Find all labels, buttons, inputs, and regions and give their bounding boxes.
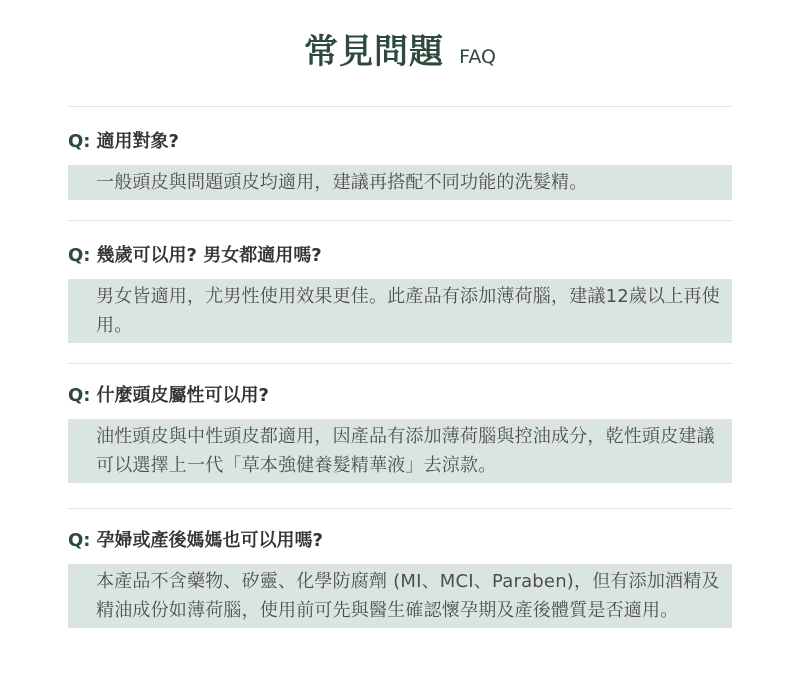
question-text: 幾歲可以用? 男女都適用嗎? (96, 245, 322, 266)
page-title: 常見問題 (304, 32, 445, 72)
divider (68, 508, 732, 509)
question-text: 什麼頭皮屬性可以用? (96, 385, 269, 406)
faq-answer: 一般頭皮與問題頭皮均適用，建議再搭配不同功能的洗髮精。 (68, 165, 732, 200)
faq-question (68, 243, 732, 269)
faq-answer: 男女皆適用，尤男性使用效果更佳。此產品有添加薄荷腦，建議12歲以上再使用。 (68, 279, 732, 343)
question-prefix: Q: (68, 131, 91, 152)
question-text: 適用對象? (96, 131, 179, 152)
faq-item (68, 528, 732, 628)
divider (68, 106, 732, 107)
faq-item (68, 129, 732, 200)
faq-answer: 本產品不含藥物、矽靈、化學防腐劑 (MI、MCI、Paraben)，但有添加酒精及精油成份如薄荷腦，使用前可先與醫生確認懷孕期及產後體質是否適用。 (68, 564, 732, 628)
question-prefix: Q: (68, 385, 91, 406)
faq-question (68, 129, 732, 155)
faq-item (68, 243, 732, 343)
question-prefix: Q: (68, 530, 91, 551)
faq-answer: 油性頭皮與中性頭皮都適用，因產品有添加薄荷腦與控油成分，乾性頭皮建議可以選擇上一代「草本強健養髮精華液」去涼款。 (68, 419, 732, 483)
question-text: 孕婦或產後媽媽也可以用嗎? (96, 530, 323, 551)
page-header (0, 24, 800, 73)
divider (68, 363, 732, 364)
faq-question (68, 528, 732, 554)
question-prefix: Q: (68, 245, 91, 266)
faq-item (68, 383, 732, 483)
divider (68, 220, 732, 221)
faq-question (68, 383, 732, 409)
page-title-en: FAQ (459, 46, 496, 68)
